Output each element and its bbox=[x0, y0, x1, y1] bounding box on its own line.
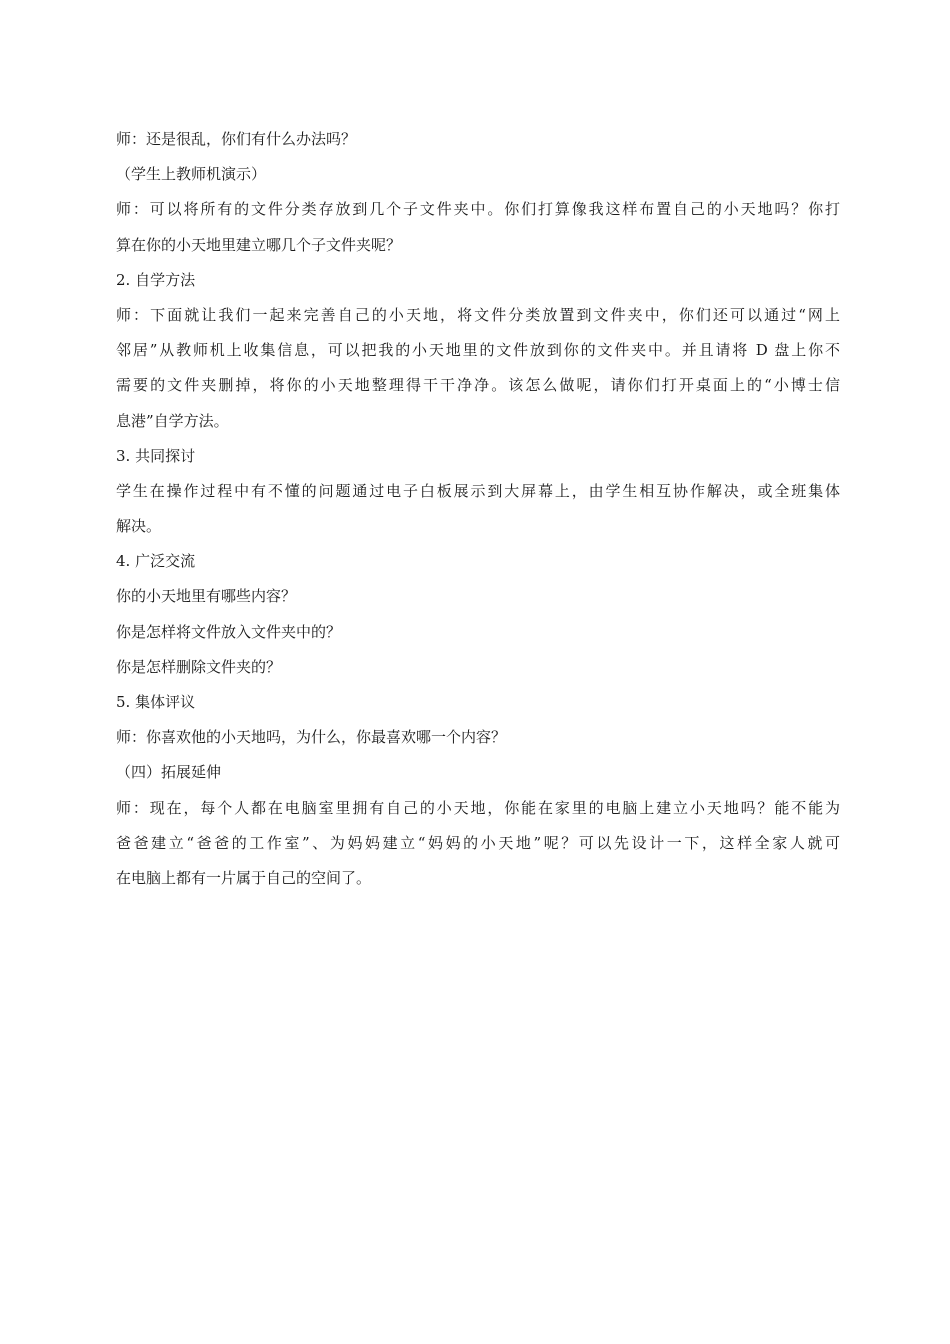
text-line: 你是怎样删除文件夹的？ bbox=[116, 657, 282, 676]
text-line: 在电脑上都有一片属于自己的空间了。 bbox=[116, 868, 372, 887]
text-line: 师：你喜欢他的小天地吗，为什么，你最喜欢哪一个内容？ bbox=[116, 728, 507, 747]
text-line: 你的小天地里有哪些内容？ bbox=[116, 587, 297, 606]
section-heading: 4. 广泛交流 bbox=[116, 552, 196, 571]
text-line: 爸爸建立“爸爸的工作室”、为妈妈建立“妈妈的小天地”呢？可以先设计一下，这样全家人就可 bbox=[116, 833, 840, 852]
text-line: （学生上教师机演示） bbox=[116, 165, 267, 184]
text-line: 解决。 bbox=[116, 517, 162, 536]
text-line: 你是怎样将文件放入文件夹中的？ bbox=[116, 622, 342, 641]
text-line: 学生在操作过程中有不懂的问题通过电子白板展示到大屏幕上，由学生相互协作解决，或全班集体 bbox=[116, 481, 840, 500]
text-line: 算在你的小天地里建立哪几个子文件夹呢？ bbox=[116, 235, 402, 254]
text-line: 师：可以将所有的文件分类存放到几个子文件夹中。你们打算像我这样布置自己的小天地吗？你打 bbox=[116, 200, 840, 219]
section-heading: 5. 集体评议 bbox=[116, 693, 196, 711]
section-heading: 2. 自学方法 bbox=[116, 270, 196, 289]
document-body bbox=[116, 122, 840, 896]
section-heading: 3. 共同探讨 bbox=[116, 446, 196, 465]
text-line: 息港”自学方法。 bbox=[116, 411, 229, 430]
text-line: 师：下面就让我们一起来完善自己的小天地，将文件分类放置到文件夹中，你们还可以通过“网上 bbox=[116, 305, 840, 324]
text-line: 需要的文件夹删掉，将你的小天地整理得干干净净。该怎么做呢，请你们打开桌面上的“小博士信 bbox=[116, 376, 840, 395]
text-line: 师：现在，每个人都在电脑室里拥有自己的小天地，你能在家里的电脑上建立小天地吗？能不能为 bbox=[116, 798, 840, 817]
text-line: 邻居”从教师机上收集信息，可以把我的小天地里的文件放到你的文件夹中。并且请将 D 盘上你不 bbox=[116, 341, 840, 360]
text-line: 师：还是很乱，你们有什么办法吗？ bbox=[116, 130, 357, 148]
section-heading: （四）拓展延伸 bbox=[116, 763, 222, 782]
